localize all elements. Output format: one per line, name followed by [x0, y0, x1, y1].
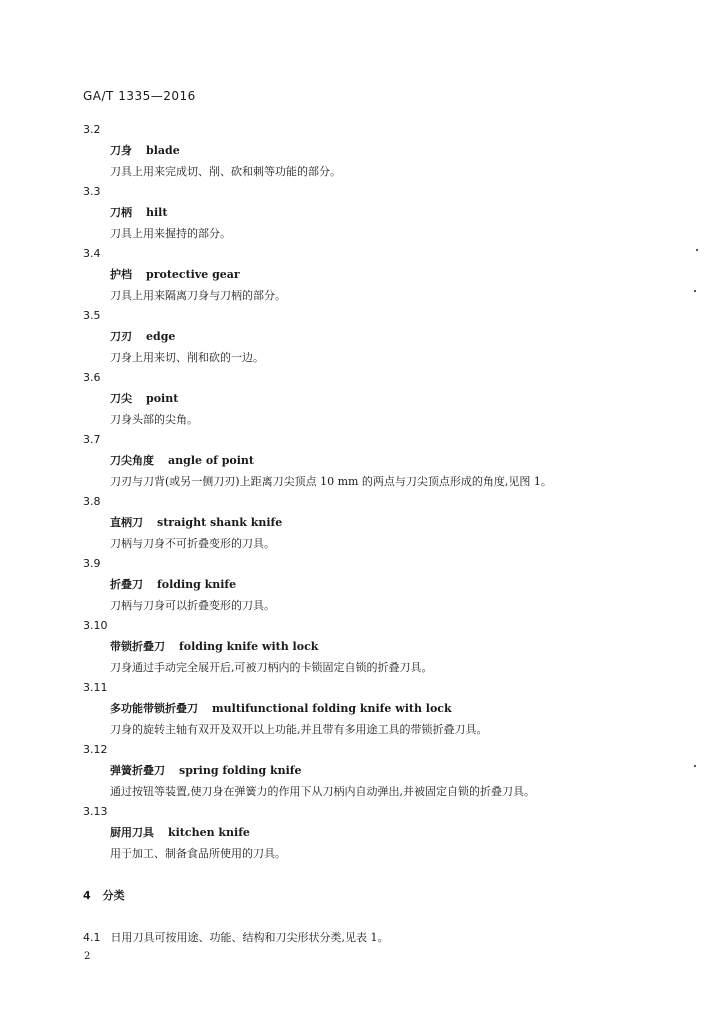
- term-number: 3.6: [83, 371, 101, 384]
- term-zh: 厨用刀具: [110, 826, 154, 839]
- term-entry: [83, 492, 683, 554]
- term-en: point: [146, 392, 179, 405]
- term-title: [83, 202, 683, 223]
- term-number: 3.9: [83, 557, 101, 570]
- term-number: 3.11: [83, 681, 108, 694]
- term-definition: 刀身上用来切、削和砍的一边。: [110, 351, 264, 364]
- clause-text: 日用刀具可按用途、功能、结构和刀尖形状分类,见表 1。: [110, 931, 389, 944]
- section-number: 4: [83, 889, 91, 902]
- term-title: [83, 388, 683, 409]
- term-definition: 刀柄与刀身可以折叠变形的刀具。: [110, 599, 275, 612]
- term-en: folding knife: [157, 578, 237, 591]
- term-zh: 带锁折叠刀: [110, 640, 165, 653]
- term-en: hilt: [146, 206, 168, 219]
- term-number: 3.3: [83, 185, 101, 198]
- term-zh: 折叠刀: [110, 578, 143, 591]
- term-number: 3.13: [83, 805, 108, 818]
- section-title: 分类: [102, 889, 125, 902]
- term-zh: 护档: [110, 268, 132, 281]
- term-entry: [83, 740, 683, 802]
- term-en: kitchen knife: [168, 826, 250, 839]
- term-en: folding knife with lock: [179, 640, 319, 653]
- term-number: 3.8: [83, 495, 101, 508]
- term-number: 3.10: [83, 619, 108, 632]
- term-en: straight shank knife: [157, 516, 283, 529]
- term-entry: [83, 678, 683, 740]
- term-definition: 刀刃与刀背(或另一侧刀刃)上距离刀尖顶点 10 mm 的两点与刀尖顶点形成的角度,见图 1。: [110, 475, 552, 488]
- term-definition: 刀身头部的尖角。: [110, 413, 198, 426]
- term-entry: [83, 802, 683, 864]
- scan-speck: [694, 290, 696, 292]
- term-title: [83, 450, 683, 471]
- term-title: [83, 140, 683, 161]
- term-en: edge: [146, 330, 176, 343]
- scan-speck: [696, 249, 698, 251]
- term-number: 3.2: [83, 123, 101, 136]
- term-zh: 弹簧折叠刀: [110, 764, 165, 777]
- term-title: [83, 822, 683, 843]
- term-entry: [83, 120, 683, 182]
- term-number: 3.7: [83, 433, 101, 446]
- term-en: protective gear: [146, 268, 240, 281]
- term-title: [83, 264, 683, 285]
- term-definition: 刀具上用来隔离刀身与刀柄的部分。: [110, 289, 286, 302]
- term-definition: 刀身通过手动完全展开后,可被刀柄内的卡锁固定自锁的折叠刀具。: [110, 661, 433, 674]
- term-title: [83, 636, 683, 657]
- term-title: [83, 512, 683, 533]
- term-zh: 刀柄: [110, 206, 132, 219]
- term-entry: [83, 306, 683, 368]
- term-title: [83, 326, 683, 347]
- term-entry: [83, 182, 683, 244]
- term-en: blade: [146, 144, 180, 157]
- term-definition: 刀柄与刀身不可折叠变形的刀具。: [110, 537, 275, 550]
- term-entry: [83, 616, 683, 678]
- terms-list: [83, 120, 683, 864]
- term-zh: 直柄刀: [110, 516, 143, 529]
- term-definition: 刀具上用来握持的部分。: [110, 227, 231, 240]
- page-number: 2: [84, 951, 91, 962]
- term-zh: 多功能带锁折叠刀: [110, 702, 198, 715]
- term-number: 3.4: [83, 247, 101, 260]
- section-heading: [83, 887, 125, 903]
- term-entry: [83, 368, 683, 430]
- term-en: spring folding knife: [179, 764, 302, 777]
- term-definition: 刀具上用来完成切、削、砍和刺等功能的部分。: [110, 165, 341, 178]
- term-title: [83, 698, 683, 719]
- term-definition: 通过按钮等装置,使刀身在弹簧力的作用下从刀柄内自动弹出,并被固定自锁的折叠刀具。: [110, 785, 535, 798]
- standard-code-header: GA/T 1335—2016: [83, 89, 196, 103]
- term-title: [83, 760, 683, 781]
- term-number: 3.5: [83, 309, 101, 322]
- term-number: 3.12: [83, 743, 108, 756]
- term-zh: 刀身: [110, 144, 132, 157]
- term-zh: 刀尖角度: [110, 454, 154, 467]
- term-definition: 用于加工、制备食品所使用的刀具。: [110, 847, 286, 860]
- term-title: [83, 574, 683, 595]
- term-en: angle of point: [168, 454, 255, 467]
- term-entry: [83, 554, 683, 616]
- term-entry: [83, 430, 683, 492]
- term-en: multifunctional folding knife with lock: [212, 702, 452, 715]
- clause-number: 4.1: [83, 931, 101, 944]
- term-definition: 刀身的旋转主轴有双开及双开以上功能,并且带有多用途工具的带锁折叠刀具。: [110, 723, 488, 736]
- term-zh: 刀刃: [110, 330, 132, 343]
- term-entry: [83, 244, 683, 306]
- term-zh: 刀尖: [110, 392, 132, 405]
- clause-paragraph: [83, 929, 389, 945]
- scan-speck: [694, 765, 696, 767]
